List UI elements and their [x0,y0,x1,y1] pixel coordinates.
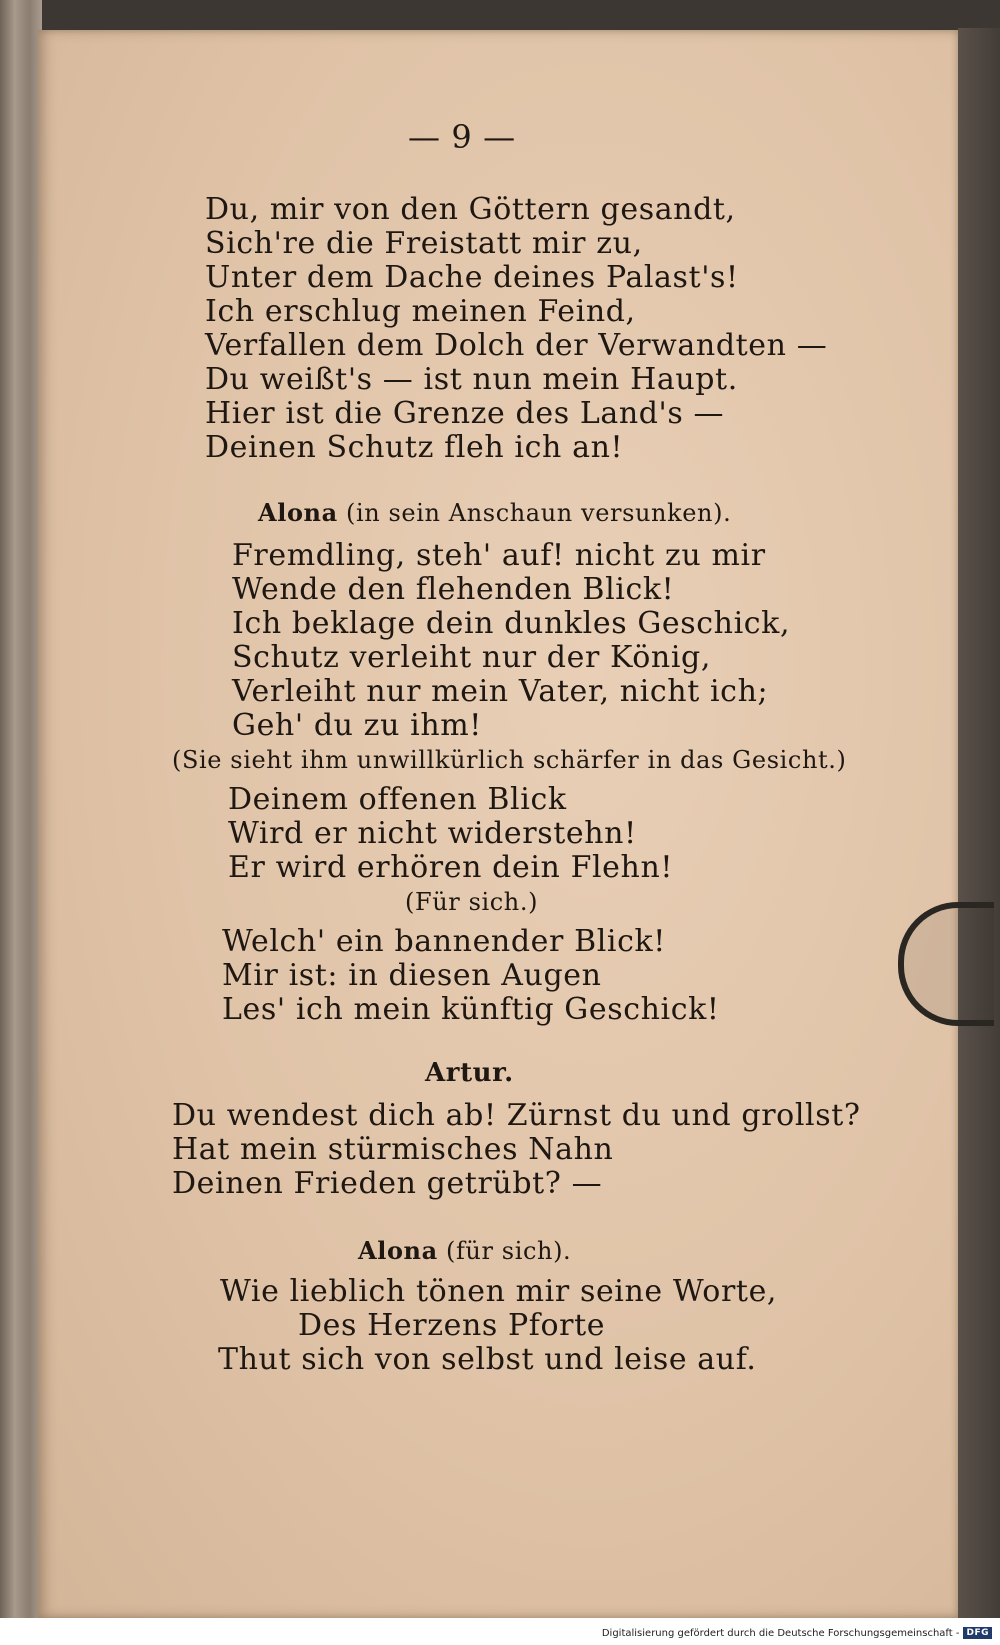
verse-line: Du weißt's — ist nun mein Haupt. [205,362,738,397]
verse-line: Verleiht nur mein Vater, nicht ich; [232,674,769,709]
book-spine-left [0,0,42,1645]
verse-line: Mir ist: in diesen Augen [222,958,602,993]
verse-line: Hat mein stürmisches Nahn [172,1132,614,1167]
verse-line: Fremdling, steh' auf! nicht zu mir [232,538,766,573]
dfg-logo: DFG [963,1627,992,1639]
speaker-name: Alona [258,498,338,527]
stage-direction: (für sich). [445,1237,572,1265]
verse-line: Welch' ein bannender Blick! [222,924,666,959]
credit-text: Digitalisierung gefördert durch die Deutsche Forschungsgemeinschaft - [601,1627,960,1639]
verse-line: Des Herzens Pforte [298,1308,606,1343]
verse-line: Wie lieblich tönen mir seine Worte, [220,1274,778,1309]
stage-direction: (Für sich.) [405,888,539,916]
verse-line: Thut sich von selbst und leise auf. [218,1342,757,1377]
book-cover-right [958,28,1000,1620]
verse-line: Du, mir von den Göttern gesandt, [205,192,736,227]
verse-line: Wende den flehenden Blick! [232,572,675,607]
verse-line: Geh' du zu ihm! [232,708,482,743]
verse-line: Schutz verleiht nur der König, [232,640,711,675]
digitization-credit [602,1627,992,1639]
verse-line: Verfallen dem Dolch der Verwandten — [205,328,828,363]
page-number: — 9 — [408,118,516,156]
speaker-name: Alona [358,1236,438,1265]
verse-line: Les' ich mein künftig Geschick! [222,992,720,1027]
speaker-heading [258,498,731,527]
verse-line: Unter dem Dache deines Palast's! [205,260,739,295]
verse-line: Deinen Frieden getrübt? — [172,1166,603,1201]
verse-line: Deinen Schutz fleh ich an! [205,430,624,465]
verse-line: Sich're die Freistatt mir zu, [205,226,643,261]
speaker-name: Artur. [425,1058,514,1088]
verse-line: Er wird erhören dein Flehn! [228,850,674,885]
verse-line: Ich erschlug meinen Feind, [205,294,636,329]
verse-line: Ich beklage dein dunkles Geschick, [232,606,791,641]
stage-direction: (Sie sieht ihm unwillkürlich schärfer in das Gesicht.) [172,746,847,774]
speaker-heading [358,1236,571,1265]
verse-line: Wird er nicht widerstehn! [228,816,637,851]
verse-line: Du wendest dich ab! Zürnst du und grollst? [172,1098,861,1133]
verse-line: Hier ist die Grenze des Land's — [205,396,725,431]
verse-line: Deinem offenen Blick [228,782,567,817]
stage-direction: (in sein Anschaun versunken). [345,499,732,527]
